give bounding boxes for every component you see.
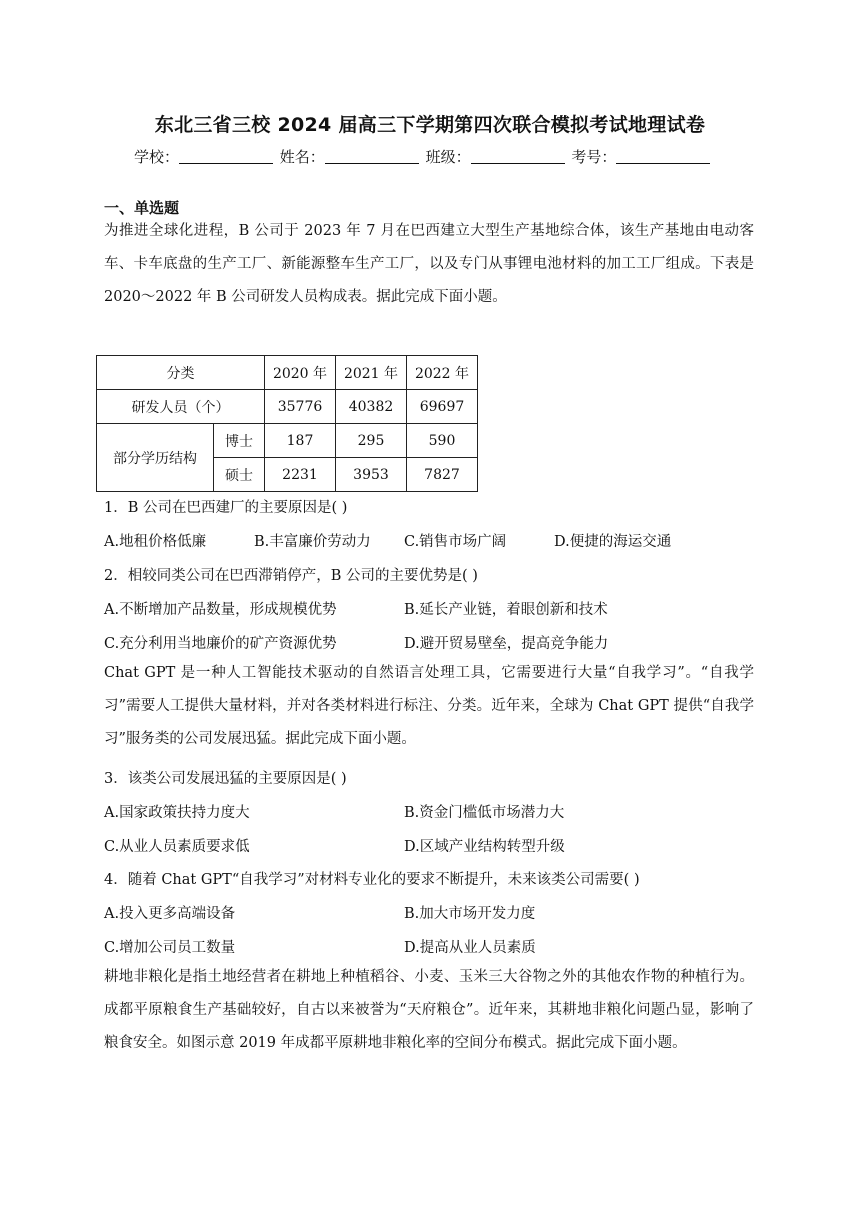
q4-option-c[interactable]: C.增加公司员工数量 xyxy=(104,940,236,956)
q2-option-d[interactable]: D.避开贸易壁垒，提高竞争能力 xyxy=(404,636,609,652)
school-blank[interactable] xyxy=(179,149,273,164)
q2-option-a[interactable]: A.不断增加产品数量，形成规模优势 xyxy=(104,602,337,618)
question-3-stem: 3．该类公司发展迅猛的主要原因是( ) xyxy=(104,771,347,787)
class-blank[interactable] xyxy=(471,149,565,164)
q1-option-c[interactable]: C.销售市场广阔 xyxy=(404,534,507,550)
q4-option-d[interactable]: D.提高从业人员素质 xyxy=(404,940,536,956)
q3-option-b[interactable]: B.资金门槛低市场潜力大 xyxy=(404,805,565,821)
table-cell: 590 xyxy=(407,424,478,458)
q3-option-d[interactable]: D.区域产业结构转型升级 xyxy=(404,839,565,855)
q1-option-a[interactable]: A.地租价格低廉 xyxy=(104,534,207,550)
name-label: 姓名： xyxy=(279,148,325,166)
section-heading: 一、单选题 xyxy=(104,199,180,217)
table-header-year: 2022 年 xyxy=(407,356,478,390)
table-cell-label: 研发人员（个） xyxy=(97,390,265,424)
table-cell: 35776 xyxy=(265,390,336,424)
passage-chengdu-plain: 耕地非粮化是指土地经营者在耕地上种植稻谷、小麦、玉米三大谷物之外的其他农作物的种植行为。成都平原粮食生产基础较好，自古以来被誉为“天府粮仓”。近年来，其耕地非粮化问题凸显，影响了粮食安全。如图示意 2019 年成都平原耕地非粮化率的空间分布模式。据此完成下面小题。 xyxy=(104,969,754,1051)
student-info-line xyxy=(134,146,734,167)
exam-number-label: 考号： xyxy=(571,148,617,166)
table-cell: 40382 xyxy=(336,390,407,424)
q4-option-b[interactable]: B.加大市场开发力度 xyxy=(404,906,536,922)
table-cell: 187 xyxy=(265,424,336,458)
exam-title: 东北三省三校 2024 届高三下学期第四次联合模拟考试地理试卷 xyxy=(154,114,706,136)
table-cell: 295 xyxy=(336,424,407,458)
q1-option-d[interactable]: D.便捷的海运交通 xyxy=(554,534,672,550)
class-label: 班级： xyxy=(425,148,471,166)
question-2-stem: 2．相较同类公司在巴西滞销停产，B 公司的主要优势是( ) xyxy=(104,568,478,584)
q4-option-a[interactable]: A.投入更多高端设备 xyxy=(104,906,236,922)
q3-option-c[interactable]: C.从业人员素质要求低 xyxy=(104,839,250,855)
table-row xyxy=(97,424,478,458)
rd-staff-table xyxy=(96,355,478,492)
table-cell: 3953 xyxy=(336,458,407,492)
table-cell-label: 硕士 xyxy=(214,458,265,492)
passage-b-company: 为推进全球化进程，B 公司于 2023 年 7 月在巴西建立大型生产基地综合体，该生产基地由电动客车、卡车底盘的生产工厂、新能源整车生产工厂，以及专门从事锂电池材料的加工工厂组成。下表是 2020～2022 年 B 公司研发人员构成表。据此完成下面小题。 xyxy=(104,223,754,305)
school-label: 学校： xyxy=(134,148,180,166)
question-4-stem: 4．随着 Chat GPT“自我学习”对材料专业化的要求不断提升，未来该类公司需要( ) xyxy=(104,872,640,888)
q2-option-c[interactable]: C.充分利用当地廉价的矿产资源优势 xyxy=(104,636,337,652)
table-cell: 69697 xyxy=(407,390,478,424)
exam-number-blank[interactable] xyxy=(616,149,710,164)
q2-option-b[interactable]: B.延长产业链，着眼创新和技术 xyxy=(404,602,608,618)
table-cell-label: 博士 xyxy=(214,424,265,458)
question-1-stem: 1．B 公司在巴西建厂的主要原因是( ) xyxy=(104,500,348,516)
table-cell: 2231 xyxy=(265,458,336,492)
name-blank[interactable] xyxy=(325,149,419,164)
table-header-year: 2021 年 xyxy=(336,356,407,390)
table-cell-label: 部分学历结构 xyxy=(97,424,214,492)
table-header-category: 分类 xyxy=(97,356,265,390)
table-header-year: 2020 年 xyxy=(265,356,336,390)
passage-chatgpt: Chat GPT 是一种人工智能技术驱动的自然语言处理工具，它需要进行大量“自我学习”。“自我学习”需要人工提供大量材料，并对各类材料进行标注、分类。近年来，全球为 Chat GPT 提供“自我学习”服务类的公司发展迅猛。据此完成下面小题。 xyxy=(104,665,754,747)
table-row xyxy=(97,356,478,390)
table-row xyxy=(97,390,478,424)
table-cell: 7827 xyxy=(407,458,478,492)
q1-option-b[interactable]: B.丰富廉价劳动力 xyxy=(254,534,371,550)
q3-option-a[interactable]: A.国家政策扶持力度大 xyxy=(104,805,250,821)
